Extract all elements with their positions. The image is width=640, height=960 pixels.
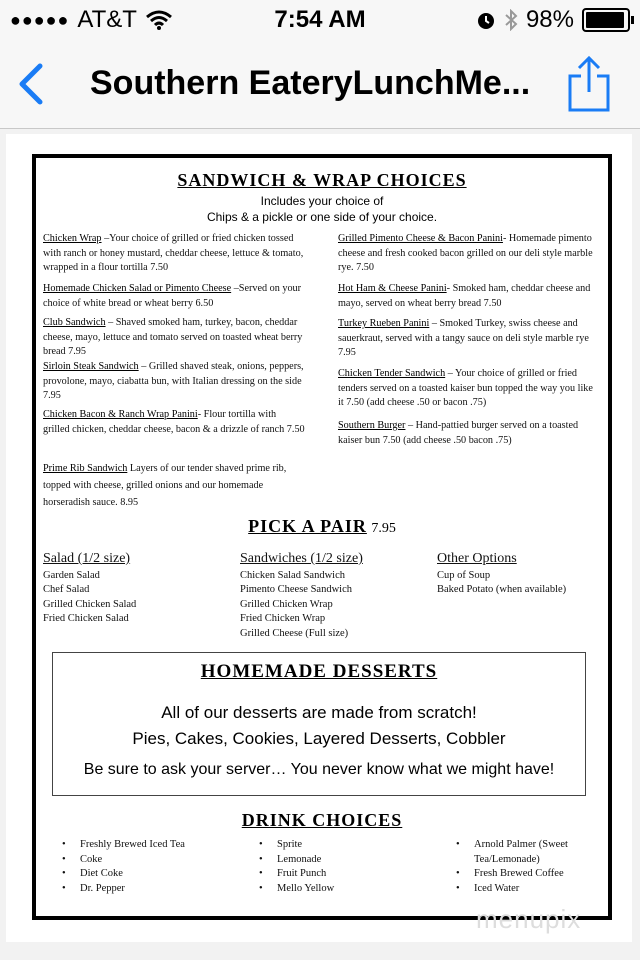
desserts-line-2: Pies, Cakes, Cookies, Layered Desserts, Cobbler bbox=[132, 729, 506, 748]
list-item: • Coke bbox=[80, 853, 230, 868]
navigation-bar bbox=[0, 40, 640, 129]
item-name: Chicken Wrap bbox=[43, 233, 102, 244]
carrier-name: AT&T bbox=[77, 6, 137, 33]
menu-item bbox=[338, 419, 600, 448]
item-name: Prime Rib Sandwich bbox=[43, 463, 128, 474]
list-item: Grilled Chicken Salad bbox=[43, 598, 137, 610]
list-item: Chef Salad bbox=[43, 584, 90, 595]
menu-item bbox=[43, 408, 305, 437]
item-desc: - Homemade pimento cheese and fresh cooked bacon grilled on our deli style marble rye. 7.50 bbox=[338, 233, 593, 273]
list-item: • Iced Water bbox=[474, 882, 594, 897]
list-item: • Sprite bbox=[277, 838, 407, 853]
pair-column-heading: Sandwiches (1/2 size) bbox=[240, 551, 363, 566]
sandwich-subtitle-1: Includes your choice of bbox=[260, 194, 384, 208]
drinks-column-3 bbox=[474, 838, 594, 896]
list-item: • Lemonade bbox=[277, 853, 407, 868]
list-item: • Fruit Punch bbox=[277, 867, 407, 882]
item-desc: –Your choice of grilled or fried chicken tossed with ranch or honey mustard, cheddar cheese, lettuce & tomato, wrapped in a flour tortilla 7.50 bbox=[43, 233, 304, 273]
item-desc: – Your choice of grilled or fried tenders served on a toasted kaiser bun topped the way you like it 7.50 (add cheese .50 or bacon .75) bbox=[338, 368, 593, 408]
list-item: • Mello Yellow bbox=[277, 882, 407, 897]
watermark: menupix bbox=[476, 904, 582, 934]
page-title: Southern EateryLunchMe... bbox=[90, 64, 531, 102]
list-item: Fried Chicken Wrap bbox=[240, 613, 326, 624]
status-right bbox=[476, 6, 630, 34]
desserts-line-3: Be sure to ask your server… You never know what we might have! bbox=[83, 761, 555, 778]
desserts-box bbox=[52, 652, 586, 796]
battery-percent: 98% bbox=[525, 6, 574, 33]
back-chevron-icon[interactable] bbox=[12, 62, 52, 106]
list-item: Pimento Cheese Sandwich bbox=[240, 584, 352, 595]
sandwich-subtitle-2: Chips & a pickle or one side of your choice. bbox=[206, 210, 438, 224]
item-desc: Layers of our tender shaved prime rib, topped with cheese, grilled onions and our homemade horseradish sauce. 8.95 bbox=[43, 463, 287, 508]
list-item: • Freshly Brewed Iced Tea bbox=[80, 838, 230, 853]
item-name: Southern Burger bbox=[338, 420, 406, 431]
battery-icon bbox=[582, 8, 630, 32]
item-desc: - Smoked ham, cheddar cheese and mayo, served on wheat berry bread 7.50 bbox=[338, 283, 591, 309]
item-name: Grilled Pimento Cheese & Bacon Panini bbox=[338, 233, 503, 244]
item-desc: – Hand-pattied burger served on a toasted kaiser bun 7.50 (add cheese .50 bacon .75) bbox=[338, 420, 579, 446]
desserts-line-1: All of our desserts are made from scratch! bbox=[161, 703, 477, 722]
share-icon[interactable] bbox=[564, 54, 614, 114]
drinks-column-2 bbox=[277, 838, 407, 896]
list-item: Cup of Soup bbox=[437, 569, 491, 581]
menu-item bbox=[43, 316, 305, 360]
menu-item bbox=[43, 360, 305, 404]
pair-column-other bbox=[437, 552, 607, 598]
item-name: Chicken Bacon & Ranch Wrap Panini bbox=[43, 409, 198, 420]
desserts-title: HOMEMADE DESSERTS bbox=[200, 661, 438, 682]
pick-a-pair-heading bbox=[32, 516, 612, 537]
item-desc: –Served on your choice of white bread or wheat berry 6.50 bbox=[43, 283, 302, 309]
menu-item bbox=[338, 232, 600, 276]
drinks-column-1 bbox=[80, 838, 230, 896]
item-desc: – Grilled shaved steak, onions, peppers, provolone, mayo, ciabatta bun, with Italian dressing on the side 7.95 bbox=[43, 361, 304, 401]
menu-item bbox=[338, 282, 600, 311]
alarm-icon bbox=[476, 10, 496, 30]
item-desc: – Smoked Turkey, swiss cheese and sauerkraut, served with a tangy sauce on deli style marble rye 7.95 bbox=[338, 318, 589, 358]
list-item: • Fresh Brewed Coffee bbox=[474, 867, 594, 882]
menu-item bbox=[43, 460, 305, 511]
item-name: Hot Ham & Cheese Panini bbox=[338, 283, 447, 294]
pair-column-salad bbox=[43, 552, 223, 627]
menu-image bbox=[6, 134, 632, 942]
bluetooth-icon bbox=[504, 9, 518, 31]
menu-item bbox=[43, 282, 305, 311]
pair-column-heading: Salad (1/2 size) bbox=[43, 551, 131, 566]
sandwich-section-title: SANDWICH & WRAP CHOICES bbox=[177, 170, 467, 190]
list-item: • Arnold Palmer (Sweet Tea/Lemonade) bbox=[474, 838, 594, 867]
pick-a-pair-price: 7.95 bbox=[371, 521, 396, 536]
list-item: Baked Potato (when available) bbox=[437, 584, 567, 595]
item-name: Sirloin Steak Sandwich bbox=[43, 361, 139, 372]
list-item: Grilled Cheese (Full size) bbox=[240, 627, 349, 639]
list-item: Garden Salad bbox=[43, 569, 100, 581]
pair-column-heading: Other Options bbox=[437, 551, 517, 566]
pick-a-pair-title: PICK A PAIR bbox=[248, 516, 367, 536]
list-item: Grilled Chicken Wrap bbox=[240, 598, 333, 610]
clock: 7:54 AM bbox=[274, 6, 366, 33]
drinks-section-title: DRINK CHOICES bbox=[241, 810, 403, 830]
list-item: Fried Chicken Salad bbox=[43, 613, 129, 624]
item-desc: - Flour tortilla with grilled chicken, cheddar cheese, bacon & a drizzle of ranch 7.50 bbox=[43, 409, 305, 435]
signal-strength-icon: ●●●●● bbox=[10, 9, 70, 30]
pair-column-sandwiches bbox=[240, 552, 420, 641]
menu-item bbox=[338, 317, 600, 361]
item-name: Club Sandwich bbox=[43, 317, 106, 328]
menu-item bbox=[43, 232, 305, 276]
item-name: Turkey Rueben Panini bbox=[338, 318, 430, 329]
item-desc: – Shaved smoked ham, turkey, bacon, cheddar cheese, mayo, lettuce and tomato served on toasted wheat berry bread 7.95 bbox=[43, 317, 303, 357]
item-name: Chicken Tender Sandwich bbox=[338, 368, 446, 379]
list-item: • Diet Coke bbox=[80, 867, 230, 882]
item-name: Homemade Chicken Salad or Pimento Cheese bbox=[43, 283, 232, 294]
list-item: Chicken Salad Sandwich bbox=[240, 569, 345, 581]
list-item: • Dr. Pepper bbox=[80, 882, 230, 897]
menu-item bbox=[338, 367, 600, 411]
status-bar bbox=[0, 0, 640, 40]
